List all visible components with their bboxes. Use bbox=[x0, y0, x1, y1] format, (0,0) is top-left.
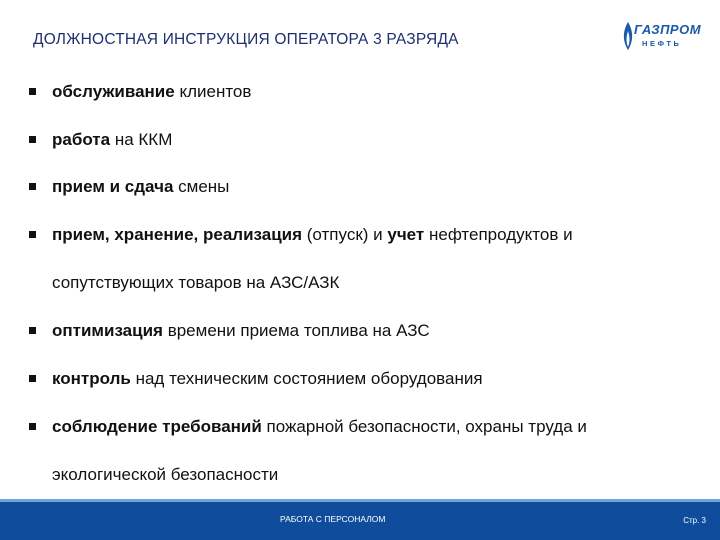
item-keyword: контроль bbox=[52, 369, 131, 388]
item-keyword: прием, хранение, реализация bbox=[52, 225, 303, 244]
footer-section-label: РАБОТА С ПЕРСОНАЛОМ bbox=[280, 514, 386, 524]
logo-wordmark: ГАЗПРОМ bbox=[634, 22, 702, 37]
item-text: на ККМ bbox=[110, 130, 173, 149]
item-keyword: обслуживание bbox=[52, 82, 175, 101]
bullet-marker bbox=[29, 423, 36, 430]
bullet-marker bbox=[29, 88, 36, 95]
item-text: над техническим состоянием оборудования bbox=[130, 369, 483, 388]
bullet-marker bbox=[29, 231, 36, 238]
item-keyword: прием и сдача bbox=[52, 177, 174, 196]
item-text: нефтепродуктов и bbox=[424, 225, 573, 244]
item-text: клиентов bbox=[174, 82, 252, 101]
item-continuation: сопутствующих товаров на АЗС/АЗК bbox=[52, 273, 340, 292]
item-text: смены bbox=[173, 177, 230, 196]
item-keyword: соблюдение требований bbox=[52, 417, 262, 436]
footer-bar bbox=[0, 502, 720, 540]
bullet-marker bbox=[29, 183, 36, 190]
bullet-marker bbox=[29, 327, 36, 334]
item-text: пожарной безопасности, охраны труда и bbox=[261, 417, 587, 436]
item-keyword: учет bbox=[387, 225, 425, 244]
item-text: времени приема топлива на АЗС bbox=[162, 321, 430, 340]
bullet-marker bbox=[29, 375, 36, 382]
page-number: Стр. 3 bbox=[683, 516, 706, 525]
logo-subtext: НЕФТЬ bbox=[642, 39, 682, 48]
item-text: (отпуск) и bbox=[302, 225, 388, 244]
item-keyword: оптимизация bbox=[52, 321, 163, 340]
slide-title: ДОЛЖНОСТНАЯ ИНСТРУКЦИЯ ОПЕРАТОРА 3 РАЗРЯДА bbox=[33, 31, 459, 48]
item-continuation: экологической безопасности bbox=[52, 465, 279, 484]
bullet-marker bbox=[29, 136, 36, 143]
item-keyword: работа bbox=[52, 130, 111, 149]
